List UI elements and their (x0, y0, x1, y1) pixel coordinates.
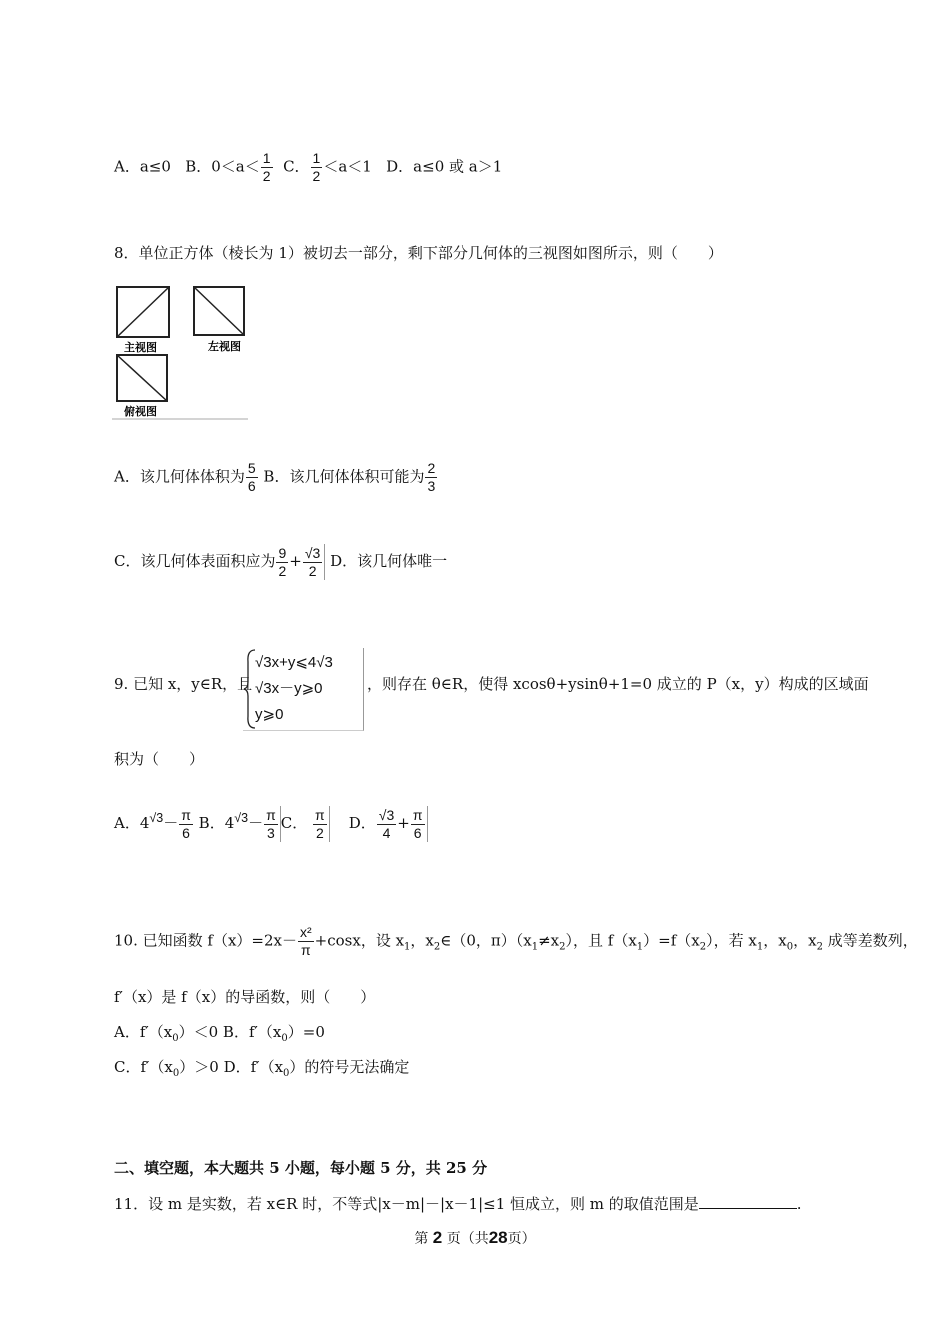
section-heading: 二、填空题，本大题共 5 小题，每小题 5 分，共 25 分 (114, 1159, 488, 1177)
q8-options-ab (114, 460, 438, 495)
front-view-figure (117, 287, 169, 337)
inequality-2: √3x－y⩾0 (255, 680, 323, 697)
q8-stem: 8．单位正方体（棱长为 1）被切去一部分，剩下部分几何体的三视图如图所示，则（ ） (114, 244, 723, 262)
q8-option-b: B．该几何体体积可能为 (263, 467, 425, 486)
q9-stem: 9. 已知 x，y∈R，且 (114, 675, 253, 693)
fraction-five-sixths: $\frac{5}{6}$ (247, 460, 256, 494)
q10-options-cd: C．$f'(x_0)>0$ D．$f'(x_0)$的符号无法确定 (114, 1058, 410, 1079)
fraction-nine-halves: $\frac{9}{2}$ (278, 544, 287, 579)
fraction-x2-over-pi: $\frac{\text{x²}}{\pi}$ (299, 924, 312, 958)
fraction-sqrt3-half: $\frac{√3}{2}$ (304, 544, 321, 579)
inequality-system (243, 648, 364, 731)
q7-options: A．a≤0 B．0＜a＜ $\frac{1}{2}$ C． $\frac{1}{2}$ ＜a＜1 D．a≤0 或 a＞1 (114, 150, 503, 184)
q8-option-c: C．该几何体表面积应为 (114, 552, 276, 570)
q9-option-c: C． (280, 814, 308, 832)
q8-option-d: D．该几何体唯一 (330, 552, 448, 570)
q9-stem-cont: 积为（ ） (114, 750, 205, 768)
q9-options: A．$4^{√3}-$ $\frac{\pi}{6}$ B．$4^{√3}-$ $\frac{\pi}{3}$ C． $\frac{\pi}{2}$ D． $\frac{√3}{4}$ + $\frac{\pi}{6}$ (114, 806, 428, 842)
inequality-1: √3x+y⩽4√3 (255, 654, 333, 671)
q10-options-ab: A．$f'(x_0)<0$ B．$f'(x_0)=0$ (114, 1023, 325, 1044)
q8-options-cd: C．该几何体表面积应为 $\frac{9}{2}$ + $\frac{√3}{2}$ D．该几何体唯一 (114, 544, 448, 579)
q9-stem-post: ，则存在 θ∈R，使得 xcosθ+ysinθ+1=0 成立的 P（x，y）构成的区域面 (367, 675, 869, 693)
three-view-figure (112, 283, 248, 421)
q11-stem: 11．设 m 是实数，若 x∈R 时，不等式|x－m|－|x－1|≤1 恒成立，则 m 的取值范围是 . (114, 1195, 802, 1213)
q7-option-a: A．a≤0 (114, 157, 171, 176)
page-number: 2 (432, 1228, 443, 1247)
q9-option-a: A．4 (114, 814, 150, 832)
left-view-label: 左视图 (208, 340, 241, 353)
q10-stem-cont: f′（x）是 f（x）的导函数，则（ ） (114, 988, 376, 1006)
q9-option-b: B．4 (198, 814, 235, 832)
q8-option-a: A．该几何体体积为 (114, 467, 245, 486)
total-pages: 28 (488, 1228, 508, 1247)
front-view-label: 主视图 (124, 341, 157, 354)
q7-option-c: C． (283, 157, 310, 176)
page-footer: 第 2 页（共28页） (414, 1228, 536, 1247)
fraction-half: $\frac{1}{2}$ (262, 150, 271, 184)
q7-option-b: B．0＜a＜ (185, 157, 260, 176)
top-view-figure (117, 355, 167, 401)
q7-option-d: D．a≤0 或 a＞1 (386, 157, 503, 176)
fraction-two-thirds: $\frac{2}{3}$ (427, 460, 436, 494)
q9-option-d: D． (348, 814, 376, 832)
answer-blank[interactable] (699, 1194, 797, 1209)
left-view-figure (194, 287, 244, 335)
fraction-half: $\frac{1}{2}$ (312, 150, 321, 184)
inequality-3: y⩾0 (255, 706, 284, 723)
top-view-label: 俯视图 (124, 405, 157, 418)
q10-stem: 10. 已知函数 f（x）=2x－ $\frac{\text{x²}}{\pi}$ +cosx，设 $x_1$，$x_2\in(0$，$\pi)(x_1\ne x_2)$，且 $f(x_1)=f(x_2)$，若 $x_1$，$x_0$，$x_2$ 成等差数列， (114, 924, 918, 958)
